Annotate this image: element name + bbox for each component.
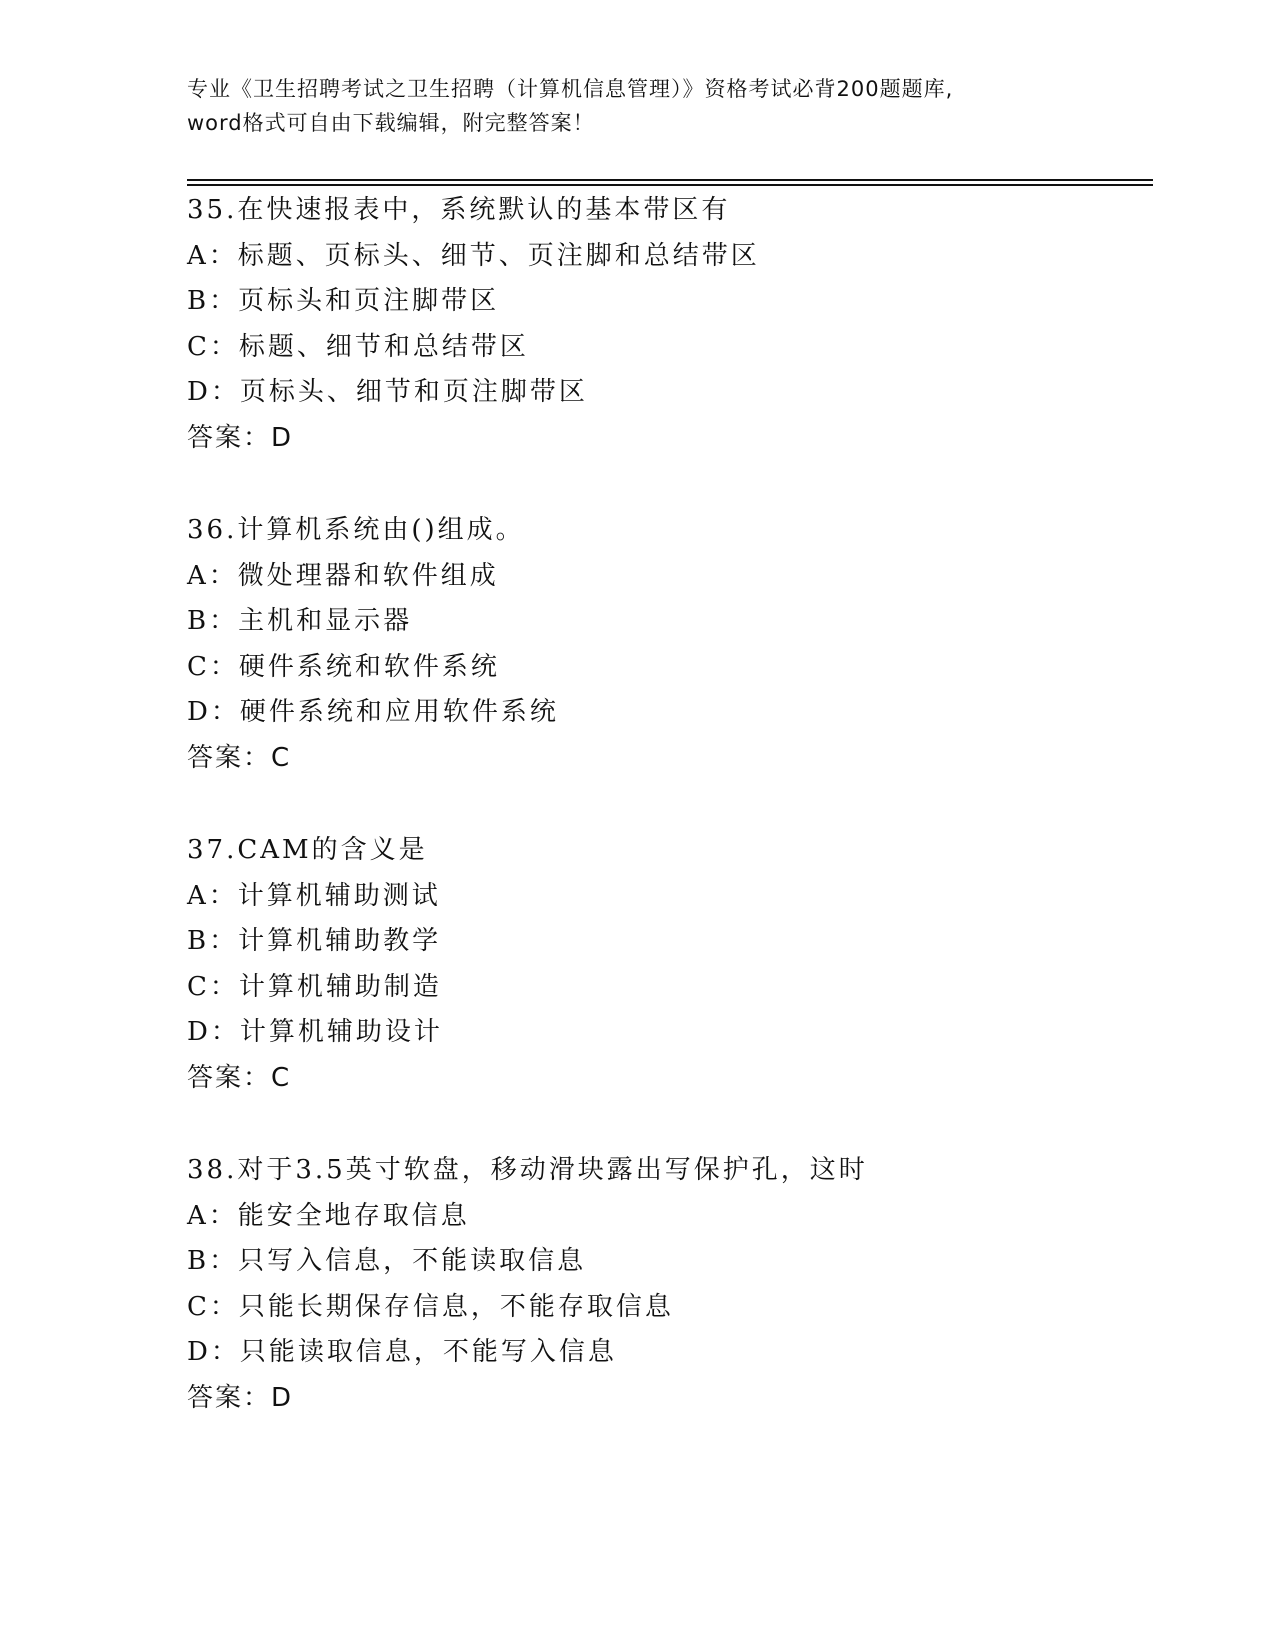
question-block [187,508,1147,782]
option-c: C：硬件系统和软件系统 [187,651,500,682]
question-stem: 35.在快速报表中，系统默认的基本带区有 [187,195,731,225]
option-c: C：只能长期保存信息，不能存取信息 [187,1291,674,1322]
option-a: A：能安全地存取信息 [187,1200,470,1231]
option-d: D：只能读取信息，不能写入信息 [187,1337,617,1368]
option-c: C：标题、细节和总结带区 [187,331,529,362]
option-b: B：计算机辅助教学 [187,926,442,957]
option-a: A：标题、页标头、细节、页注脚和总结带区 [187,240,760,271]
header-line-2: word格式可自由下载编辑，附完整答案！ [187,111,595,135]
option-a: A：计算机辅助测试 [187,880,441,911]
header-divider-bottom [187,184,1153,186]
option-d: D：硬件系统和应用软件系统 [187,697,559,728]
option-d: D：计算机辅助设计 [187,1017,443,1048]
answer-key: 答案：C [187,1062,292,1093]
option-b: B：主机和显示器 [187,606,413,637]
option-c: C：计算机辅助制造 [187,971,442,1002]
question-block [187,188,1147,462]
question-block [187,1148,1147,1422]
header-divider-top [187,179,1153,181]
answer-key: 答案：D [187,422,294,453]
option-b: B：只写入信息，不能读取信息 [187,1246,587,1277]
option-d: D：页标头、细节和页注脚带区 [187,377,588,408]
question-stem: 36.计算机系统由()组成。 [187,515,525,545]
header-line-1: 专业《卫生招聘考试之卫生招聘（计算机信息管理）》资格考试必背200题题库, [187,77,954,101]
question-block [187,828,1147,1102]
option-b: B：页标头和页注脚带区 [187,286,500,317]
option-a: A：微处理器和软件组成 [187,560,499,591]
answer-key: 答案：C [187,742,292,773]
document-header [187,72,1087,140]
question-stem: 38.对于3.5英寸软盘，移动滑块露出写保护孔，这时 [187,1155,868,1185]
answer-key: 答案：D [187,1382,294,1413]
question-stem: 37.CAM的含义是 [187,835,428,865]
